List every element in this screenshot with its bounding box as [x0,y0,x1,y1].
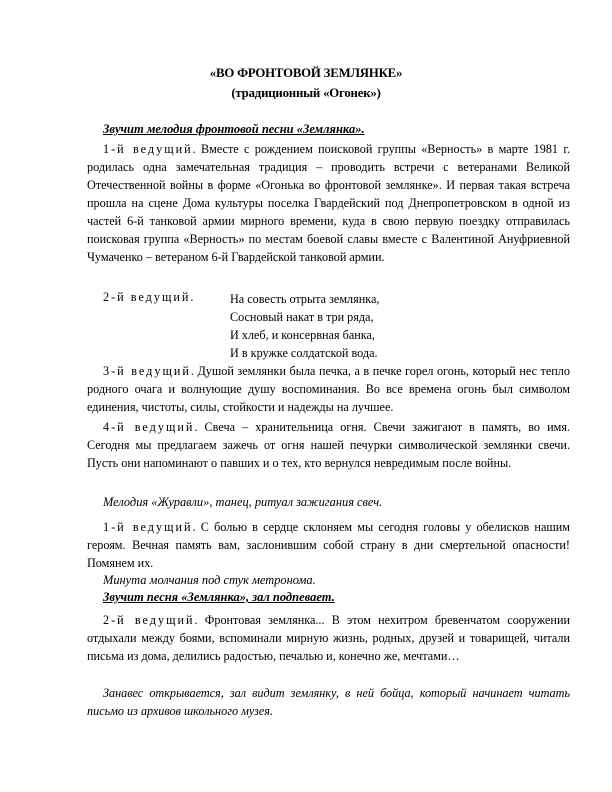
speaker-label: 4-й ведущий [103,420,195,434]
speaker-label: 2-й ведущий [103,613,195,627]
paragraph-host-4 [87,418,570,472]
poem-line: И в кружке солдатской вода. [230,346,378,360]
paragraph-text: . С болью в сердце склоняем мы сегодня головы у обелисков нашим героям. Вечная память вам, заслонившим собой страну в дни смертельной опасности! Помянем их. [87,520,570,570]
stage-direction-melody: Звучит мелодия фронтовой песни «Землянка». [103,122,365,136]
speaker-label: 1-й ведущий [103,520,193,534]
speaker-label: 3-й ведущий [103,364,191,378]
paragraph-text: . Фронтовая землянка... В этом нехитром бревенчатом сооружении отдыхали между боями, вспоминали мирную жизнь, родных, друзей и товарищей, читали письма из дома, делились радостью, печалью и, конечно же, мечтами… [87,613,570,663]
poem-line: И хлеб, и консервная банка, [230,328,375,342]
stage-direction-song: Звучит песня «Землянка», зал подпевает. [103,590,335,604]
paragraph-text: . Свеча – хранительница огня. Свечи зажигают в память, во имя. Сегодня мы предлагаем зажечь от огня нашей печурки символической землянки свечи. Пусть они напоминают о павших и о тех, кто вернулся невредимым после войны. [87,420,570,470]
page-subtitle: (традиционный «Огонек») [231,86,381,100]
paragraph-host-3 [87,362,570,416]
stage-direction-cranes: Мелодия «Журавли», танец, ритуал зажигания свеч. [103,495,383,509]
poem-speaker-label: 2-й ведущий. [103,290,196,304]
poem-line: Сосновый накат в три ряда, [230,310,374,324]
page-title: «ВО ФРОНТОВОЙ ЗЕМЛЯНКЕ» [209,66,403,80]
paragraph-host-2b [87,611,570,665]
speaker-label: 1-й ведущий [103,142,193,156]
stage-direction-silence: Минута молчания под стук метронома. [103,573,316,587]
paragraph-text: . Вместе с рождением поисковой группы «Верность» в марте 1981 г. родилась одна замечательная традиция – проводить встречи с ветеранами Великой Отечественной войны в форме «Огонька во фронтовой землянке». И первая такая встреча прошла на сцене Дома культуры поселка Гвардейский под Днепропетровском в одной из частей 6-й танковой армии мирного времени, куда в свою первую поездку отправилась поисковая группа «Верность» по местам боевой славы вместе с Валентиной Ануфриевной Чумаченко – ветераном 6-й Гвардейской танковой армии. [87,142,570,264]
paragraph-text: . Душой землянки была печка, а в печке горел огонь, который нес тепло родного очага и волнующие душу воспоминания. Во все времена огонь был символом единения, чистоты, силы, стойкости и надежды на лучшее. [87,364,570,414]
stage-direction-curtain: Занавес открывается, зал видит землянку, в ней бойца, который начинает читать письмо из архивов школьного музея. [87,686,570,718]
paragraph-host-1b [87,518,570,572]
paragraph-host-1 [87,140,570,266]
poem-stanza [230,290,379,362]
poem-line: На совесть отрыта землянка, [230,292,380,306]
